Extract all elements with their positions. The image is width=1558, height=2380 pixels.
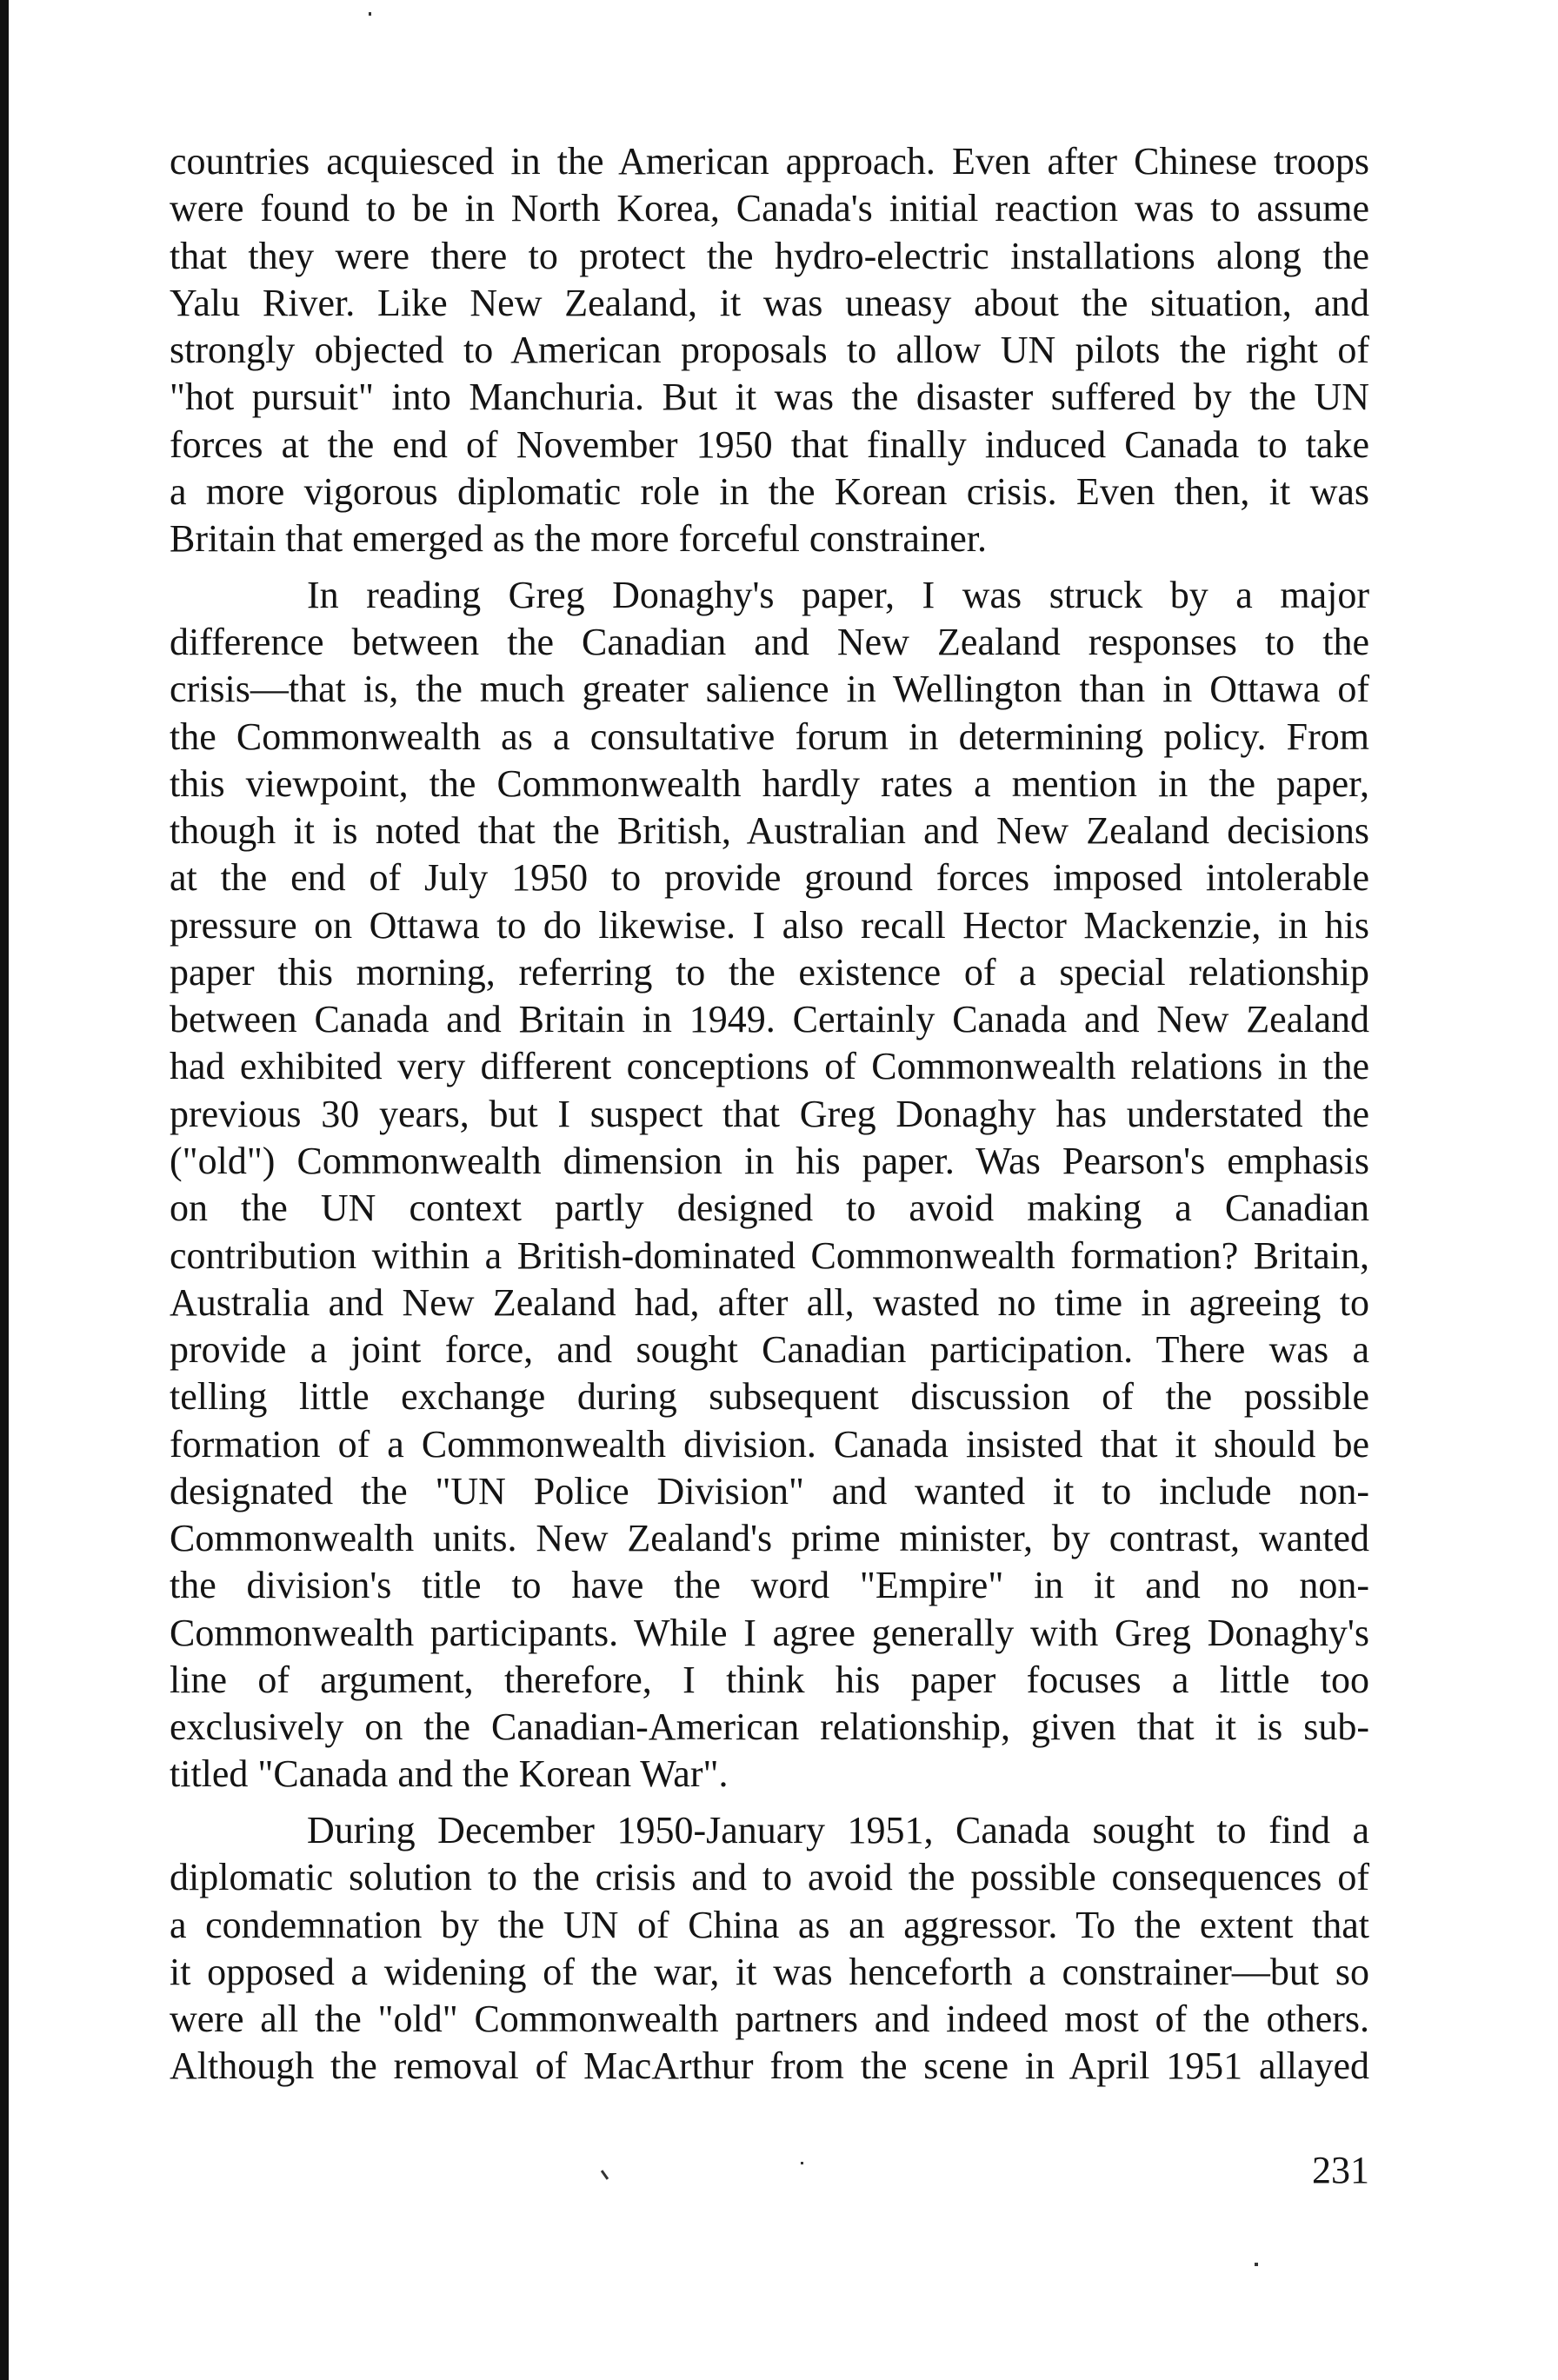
text-line: strongly objected to American proposals to allow UN pilots the right of <box>170 329 1369 372</box>
text-line: between Canada and Britain in 1949. Certainly Canada and New Zealand <box>170 998 1369 1041</box>
text-line: previous 30 years, but I suspect that Greg Donaghy has understated the <box>170 1092 1369 1135</box>
text-line: Australia and New Zealand had, after all, wasted no time in agreeing to <box>170 1280 1369 1324</box>
text-line: a condemnation by the UN of China as an aggressor. To the extent that <box>170 1903 1369 1946</box>
text-line: formation of a Commonwealth division. Canada insisted that it should be <box>170 1422 1369 1466</box>
text-line: Britain that emerged as the more forceful constrainer. <box>170 517 987 561</box>
text-line: this viewpoint, the Commonwealth hardly rates a mention in the paper, <box>170 761 1369 805</box>
text-line: a more vigorous diplomatic role in the Korean crisis. Even then, it was <box>170 469 1369 513</box>
text-line: During December 1950-January 1951, Canada sought to find a <box>307 1809 1369 1852</box>
text-line: though it is noted that the British, Australian and New Zealand decisions <box>170 809 1369 853</box>
text-line: that they were there to protect the hydro-electric installations along the <box>170 234 1369 277</box>
text-line: titled "Canada and the Korean War". <box>170 1752 729 1796</box>
body-text <box>170 138 1369 2091</box>
text-line: In reading Greg Donaghy's paper, I was struck by a major <box>307 573 1369 616</box>
text-line: were found to be in North Korea, Canada's initial reaction was to assume <box>170 187 1369 230</box>
text-line: Commonwealth participants. While I agree generally with Greg Donaghy's <box>170 1611 1369 1654</box>
scan-speck <box>369 12 371 16</box>
paragraph <box>170 572 1369 1798</box>
text-line: diplomatic solution to the crisis and to avoid the possible consequences of <box>170 1856 1369 1899</box>
scan-border <box>0 0 9 2380</box>
paragraph <box>170 1807 1369 2091</box>
text-line: at the end of July 1950 to provide ground forces imposed intolerable <box>170 856 1369 900</box>
paragraph <box>170 138 1369 562</box>
scan-speck <box>1255 2263 1258 2266</box>
text-line: "hot pursuit" into Manchuria. But it was the disaster suffered by the UN <box>170 376 1369 419</box>
text-line: pressure on Ottawa to do likewise. I also recall Hector Mackenzie, in his <box>170 903 1369 947</box>
text-line: paper this morning, referring to the existence of a special relationship <box>170 950 1369 994</box>
text-line: the division's title to have the word "Empire" in it and no non- <box>170 1564 1369 1607</box>
text-line: exclusively on the Canadian-American relationship, given that it is sub- <box>170 1705 1369 1749</box>
text-line: ("old") Commonwealth dimension in his paper. Was Pearson's emphasis <box>170 1139 1369 1182</box>
text-line: Yalu River. Like New Zealand, it was uneasy about the situation, and <box>170 281 1369 324</box>
text-line: contribution within a British-dominated Commonwealth formation? Britain, <box>170 1233 1369 1277</box>
text-line: on the UN context partly designed to avoid making a Canadian <box>170 1187 1369 1230</box>
text-line: line of argument, therefore, I think his paper focuses a little too <box>170 1658 1369 1701</box>
scan-speck <box>601 2170 609 2180</box>
text-line: forces at the end of November 1950 that finally induced Canada to take <box>170 422 1369 466</box>
text-line: it opposed a widening of the war, it was henceforth a constrainer—but so <box>170 1950 1369 1993</box>
text-line: difference between the Canadian and New Zealand responses to the <box>170 621 1369 664</box>
text-line: had exhibited very different conceptions of Commonwealth relations in the <box>170 1045 1369 1088</box>
text-line: provide a joint force, and sought Canadian participation. There was a <box>170 1328 1369 1372</box>
text-line: crisis—that is, the much greater salience in Wellington than in Ottawa of <box>170 668 1369 711</box>
text-line: telling little exchange during subsequent discussion of the possible <box>170 1375 1369 1419</box>
text-line: designated the "UN Police Division" and wanted it to include non- <box>170 1469 1369 1512</box>
text-line: the Commonwealth as a consultative forum in determining policy. From <box>170 715 1369 758</box>
text-line: countries acquiesced in the American approach. Even after Chinese troops <box>170 140 1369 183</box>
text-line: Commonwealth units. New Zealand's prime minister, by contrast, wanted <box>170 1517 1369 1560</box>
page-number: 231 <box>1312 2149 1369 2191</box>
text-line: were all the "old" Commonwealth partners and indeed most of the others. <box>170 1998 1369 2041</box>
text-line: Although the removal of MacArthur from the scene in April 1951 allayed <box>170 2044 1369 2088</box>
scan-speck <box>801 2162 803 2164</box>
